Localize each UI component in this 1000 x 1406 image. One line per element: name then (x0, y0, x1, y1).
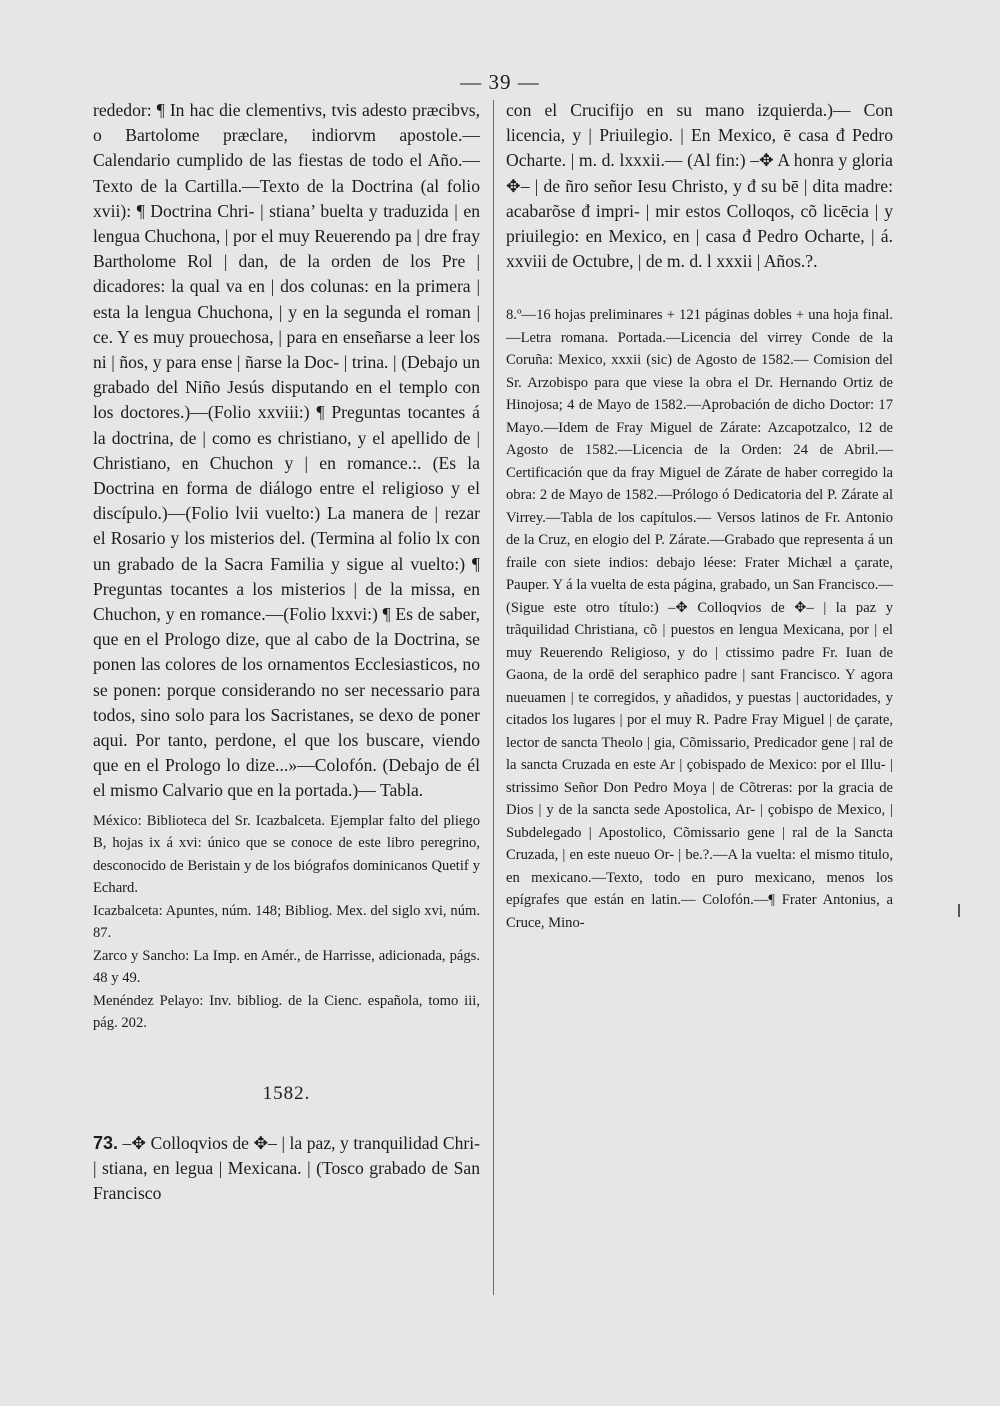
margin-mark (958, 904, 960, 917)
left-body-paragraph: rededor: ¶ In hac die clementivs, tvis adesto præcibvs, o Bartolome præclare, indiorvm apostole.— Calendario cumplido de las fiestas de todo el Año.—Texto de la Cartilla.—Texto de la Doctrina (al folio xvii): ¶ Doctrina Chri- | stiana’ buelta y traduzida | en lengua Chuchona, | por el muy Reuerendo pa | dre fray Bartholome Rol | dan, de la orden de los Pre | dicadores: la qual va en | dos colunas: en la primera | esta la lengua Chuchona, | y en la segunda el roman | ce. Y es muy prouechosa, | para en enseñarse a leer los ni | ños, y para ense | ñarse la Doc- | trina. | (Debajo un grabado del Niño Jesús disputando en el templo con los doctores.)—(Folio xxviii:) ¶ Preguntas tocantes á la doctrina, de | como es christiano, y el apellido de | Christiano, en Chuchon y | en romance.:. (Es la Doctrina en forma de diálogo entre el religioso y el discípulo.)—(Folio lvii vuelto:) La manera de | rezar el Rosario y los misterios del. (Termina al folio lx con un grabado de la Sacra Familia y sigue al vuelto:) ¶ Preguntas tocantes a los misterios | de la missa, en Chuchon, y en romance.—(Folio lxxvi:) ¶ Es de saber, que en el Prologo dize, que al cabo de la Doctrina, se ponen las colores de los ornamentos Ecclesiasticos, no se ponen: porque considerando no ser necessario para todos, sino solo para los Sacristanes, se dexo de poner aqui. Por tanto, perdone, el que los buscare, viendo que en el Prologo lo dize...»—Colofón. (Debajo de él el mismo Calvario que en la portada.)— Tabla. (93, 100, 480, 801)
entry-description: 8.º—16 hojas preliminares + 121 páginas dobles + una hoja final.—Letra romana. Portada.—Licencia del virrey Conde de la Coruña: Mexico, xxxii (sic) de Agosto de 1582.— Comision del Sr. Arzobispo para que viese la obra el Dr. Hernando Ortiz de Hinojosa; 4 de Mayo de 1582.—Aprobación de dicho Doctor: 17 Mayo.—Idem de Fray Miguel de Zárate: Azcapotzalco, 12 de Agosto de 1582.—Licencia de la Orden: 24 de Abril.—Certificación que da fray Miguel de Zárate de haber corregido la obra: 2 de Mayo de 1582.—Prólogo ó Dedicatoria del P. Zárate al Virrey.—Tabla de los capítulos.— Versos latinos de Fr. Antonio de la Cruz, en elogio del P. Zárate.—Grabado que representa á un fraile con siete indios: debajo léese: Frater Michæl a çarate, Pauper. Y á la vuelta de esta página, grabado, un San Francisco.—(Sigue este otro título:) –✥ Colloqvios de ✥– | la paz y trãquilidad Christiana, cõ | puestos en lengua Mexicana, por | el muy Reuerendo Religioso, y do | ctissimo padre Fr. Iuan de Gaona, de la ordē del seraphico padre | sant Francisco. Y agora nueuamen | te corregidos, y añadidos, y puestas | auctoridades, y citados los lugares | por el muy R. Padre Fray Miguel | de çarate, lector de sancta Theolo | gia, Cõmissario, Predicador gene | ral de la sancta Cruzada en este Ar | çobispado de Mexico: por el Illu- | strissimo Señor Don Pedro Moya | de Cõtreras: por la gracia de Dios | y de la sancta sede Apostolica, Ar- | çobispo de Mexico, | Subdelegado | Apostolico, Cõmissario gene | ral de la Sancta Cruzada, | en este nueuo Or- | be.?.—A la vuelta: el mismo titulo, en mexicano.—Texto, todo en puro mexicano, menos los epígrafes que están en latin.— Colofón.—¶ Frater Antonius, a Cruce, Mino- (506, 307, 893, 931)
bibliographic-note: Menéndez Pelayo: Inv. bibliog. de la Cienc. española, tomo iii, pág. 202. (93, 992, 480, 1032)
entry-73 (93, 1131, 480, 1207)
bibliographic-note: México: Biblioteca del Sr. Icazbalceta. Ejemplar falto del pliego B, hojas ix á xvi: único que se conoce de este libro peregrino, desconocido de Beristain y de los biógrafos dominicanos Quetif y Echard. (93, 812, 480, 897)
year-heading: 1582. (262, 1082, 311, 1104)
entry-title-text: –✥ Colloqvios de ✥– | la paz, y tranquilidad Chri- | stiana, en legua | Mexicana. | (Tosco grabado de San Francisco (93, 1132, 480, 1204)
left-column (93, 98, 480, 1206)
page-number: — 39 — (460, 70, 540, 94)
column-divider (493, 100, 494, 1295)
right-body-paragraph: con el Crucifijo en su mano izquierda.)— Con licencia, y | Priuilegio. | En Mexico, ē casa đ Pedro Ocharte. | m. d. lxxxii.— (Al fin:) –✥ A honra y gloria ✥– | de ñro señor Iesu Christo, y đ su bē | dita madre: acabarõse đ impri- | mir estos Colloqos, cõ licēcia | y priuilegio: en Mexico, en | casa đ Pedro Ocharte, | á. xxviii de Octubre, | de m. d. l xxxii | Años.?. (506, 100, 893, 272)
bibliographic-note: Icazbalceta: Apuntes, núm. 148; Bibliog. Mex. del siglo xvi, núm. 87. (93, 902, 480, 942)
right-column (506, 98, 893, 934)
entry-number: 73. (93, 1132, 119, 1153)
bibliographic-note: Zarco y Sancho: La Imp. en Amér., de Harrisse, adicionada, págs. 48 y 49. (93, 947, 480, 987)
